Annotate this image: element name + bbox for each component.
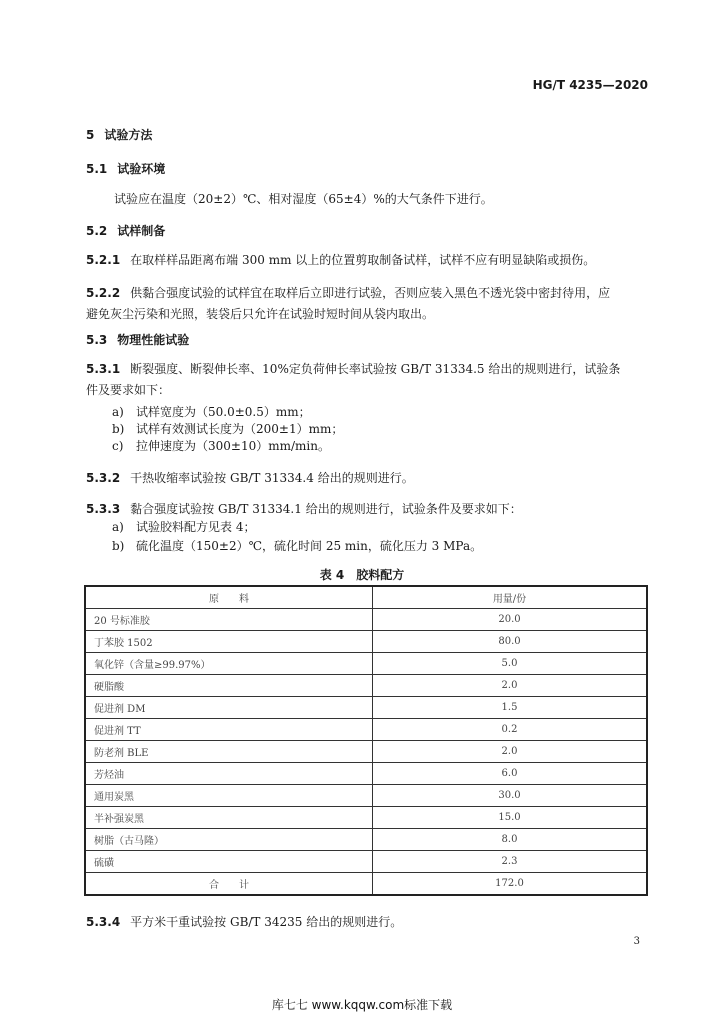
material-cell: 通用炭黑 bbox=[85, 785, 373, 807]
table-row bbox=[85, 653, 647, 675]
clause-text-line-1: 断裂强度、断裂伸长率、10%定负荷伸长率试验按 GB/T 31334.5 给出的规则进行，试验条 bbox=[130, 362, 621, 376]
list-text: 试样宽度为（50.0±0.5）mm； bbox=[136, 405, 311, 419]
amount-cell: 5.0 bbox=[373, 653, 648, 675]
table-header-row bbox=[85, 586, 647, 609]
amount-cell: 1.5 bbox=[373, 697, 648, 719]
clause-text-line-2: 避免灰尘污染和光照，装袋后只允许在试验时短时间从袋内取出。 bbox=[86, 307, 435, 321]
clause-number: 5.3.2 bbox=[86, 471, 121, 485]
table-row bbox=[85, 829, 647, 851]
section-title: 试验方法 bbox=[104, 128, 153, 142]
material-cell: 促进剂 DM bbox=[85, 697, 373, 719]
clause-number: 5.3.1 bbox=[86, 362, 121, 376]
section-5-2-heading bbox=[86, 222, 165, 239]
section-number: 5.1 bbox=[86, 162, 108, 176]
clause-5-2-2 bbox=[86, 283, 650, 325]
amount-cell: 2.0 bbox=[373, 675, 648, 697]
amount-cell: 2.0 bbox=[373, 741, 648, 763]
list-label: b) bbox=[112, 539, 125, 553]
section-title: 物理性能试验 bbox=[117, 333, 190, 347]
section-number: 5.2 bbox=[86, 224, 108, 238]
clause-5-3-3 bbox=[86, 499, 650, 520]
clause-number: 5.3.4 bbox=[86, 915, 121, 929]
material-cell: 丁苯胶 1502 bbox=[85, 631, 373, 653]
footer-watermark-text: 库七七 www.kqqw.com标准下载 bbox=[271, 998, 453, 1012]
table-row bbox=[85, 851, 647, 873]
table-total-row bbox=[85, 873, 647, 896]
section-number: 5 bbox=[86, 128, 95, 142]
table-row bbox=[85, 631, 647, 653]
section-title: 试验环境 bbox=[117, 162, 166, 176]
formula-table bbox=[84, 585, 648, 896]
material-cell: 硫磺 bbox=[85, 851, 373, 873]
list-label: a) bbox=[112, 520, 124, 534]
material-cell: 半补强炭黑 bbox=[85, 807, 373, 829]
clause-text: 平方米干重试验按 GB/T 34235 给出的规则进行。 bbox=[130, 915, 403, 929]
clause-number: 5.3.3 bbox=[86, 502, 121, 516]
list-text: 试验胶料配方见表 4； bbox=[136, 520, 256, 534]
list-text: 试样有效测试长度为（200±1）mm； bbox=[136, 422, 344, 436]
clause-text-line-2: 件及要求如下： bbox=[86, 383, 171, 397]
list-text: 硫化温度（150±2）℃，硫化时间 25 min，硫化压力 3 MPa。 bbox=[136, 539, 483, 553]
clause-5-2-1 bbox=[86, 250, 650, 271]
clause-text-line-1: 供黏合强度试验的试样宜在取样后立即进行试验，否则应装入黑色不透光袋中密封待用，应 bbox=[130, 286, 611, 300]
table-row bbox=[85, 675, 647, 697]
section-5-heading bbox=[86, 126, 152, 143]
clause-5-3-1-list bbox=[112, 404, 343, 455]
header-amount: 用量/份 bbox=[373, 586, 648, 609]
list-label: b) bbox=[112, 422, 125, 436]
amount-cell: 2.3 bbox=[373, 851, 648, 873]
clause-number: 5.2.2 bbox=[86, 286, 121, 300]
section-5-3-heading bbox=[86, 331, 189, 348]
section-number: 5.3 bbox=[86, 333, 108, 347]
table-row bbox=[85, 785, 647, 807]
list-label: c) bbox=[112, 439, 124, 453]
document-code-header: HG/T 4235—2020 bbox=[532, 78, 648, 92]
list-item bbox=[112, 421, 343, 438]
table-row bbox=[85, 763, 647, 785]
amount-cell: 6.0 bbox=[373, 763, 648, 785]
table-row bbox=[85, 807, 647, 829]
list-item bbox=[112, 537, 482, 556]
amount-cell: 80.0 bbox=[373, 631, 648, 653]
section-5-1-heading bbox=[86, 160, 165, 177]
clause-text: 黏合强度试验按 GB/T 31334.1 给出的规则进行，试验条件及要求如下： bbox=[130, 502, 522, 516]
table-row bbox=[85, 719, 647, 741]
table-row bbox=[85, 697, 647, 719]
list-text: 拉伸速度为（300±10）mm/min。 bbox=[136, 439, 330, 453]
total-value-cell: 172.0 bbox=[373, 873, 648, 896]
list-label: a) bbox=[112, 405, 124, 419]
material-cell: 促进剂 TT bbox=[85, 719, 373, 741]
material-cell: 硬脂酸 bbox=[85, 675, 373, 697]
page-number: 3 bbox=[633, 936, 640, 947]
section-title: 试样制备 bbox=[117, 224, 166, 238]
list-item bbox=[112, 438, 343, 455]
clause-text: 干热收缩率试验按 GB/T 31334.4 给出的规则进行。 bbox=[130, 471, 414, 485]
amount-cell: 15.0 bbox=[373, 807, 648, 829]
section-5-1-text: 试验应在温度（20±2）℃、相对湿度（65±4）%的大气条件下进行。 bbox=[114, 192, 493, 206]
table-row bbox=[85, 741, 647, 763]
material-cell: 芳烃油 bbox=[85, 763, 373, 785]
amount-cell: 20.0 bbox=[373, 609, 648, 631]
material-cell: 20 号标准胶 bbox=[85, 609, 373, 631]
amount-cell: 30.0 bbox=[373, 785, 648, 807]
amount-cell: 8.0 bbox=[373, 829, 648, 851]
table-row bbox=[85, 609, 647, 631]
list-item bbox=[112, 404, 343, 421]
table-caption: 表 4 胶料配方 bbox=[319, 568, 405, 582]
material-cell: 防老剂 BLE bbox=[85, 741, 373, 763]
clause-5-3-4 bbox=[86, 912, 650, 933]
list-item bbox=[112, 518, 482, 537]
clause-5-3-2 bbox=[86, 468, 650, 489]
header-material: 原 料 bbox=[85, 586, 373, 609]
clause-5-3-3-list bbox=[112, 518, 482, 556]
material-cell: 氧化锌（含量≥99.97%） bbox=[85, 653, 373, 675]
clause-5-3-1 bbox=[86, 359, 650, 401]
material-cell: 树脂（古马隆） bbox=[85, 829, 373, 851]
total-label-cell: 合 计 bbox=[85, 873, 373, 896]
clause-number: 5.2.1 bbox=[86, 253, 121, 267]
clause-text: 在取样样品距离布端 300 mm 以上的位置剪取制备试样，试样不应有明显缺陷或损伤。 bbox=[130, 253, 596, 267]
amount-cell: 0.2 bbox=[373, 719, 648, 741]
